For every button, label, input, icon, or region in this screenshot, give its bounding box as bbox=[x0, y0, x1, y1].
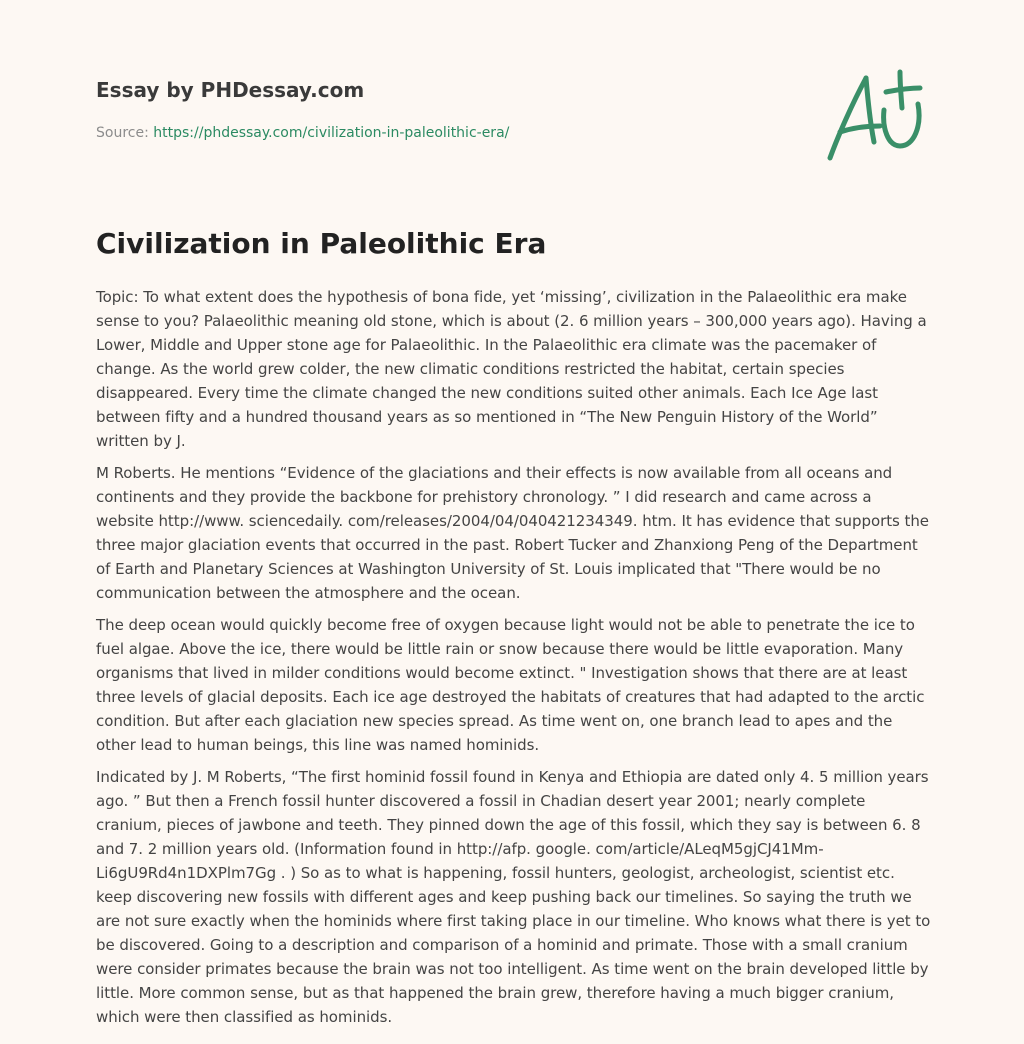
source-link[interactable]: https://phdessay.com/civilization-in-paleolithic-era/ bbox=[153, 125, 510, 141]
source-label: Source: bbox=[96, 125, 149, 141]
essay-body bbox=[96, 285, 934, 1037]
a-plus-logo bbox=[822, 66, 930, 166]
essay-title: Civilization in Paleolithic Era bbox=[96, 227, 547, 260]
source-line bbox=[96, 124, 509, 142]
essay-paragraph: M Roberts. He mentions “Evidence of the glaciations and their effects is now available from all oceans and continents and they provide the backbone for prehistory chronology. ” I did research and came across a website http://www. sciencedaily. com/releases/2004/04/040421234349. htm. It has evidence that supports the three major glaciation events that occurred in the past. Robert Tucker and Zhanxiong Peng of the Department of Earth and Planetary Sciences at Washington University of St. Louis implicated that "There would be no communication between the atmosphere and the ocean. bbox=[96, 464, 929, 602]
essay-paragraph: The deep ocean would quickly become free of oxygen because light would not be able to penetrate the ice to fuel algae. Above the ice, there would be little rain or snow because there would be little evaporation. Many organisms that lived in milder conditions would become extinct. " Investigation shows that there are at least three levels of glacial deposits. Each ice age destroyed the habitats of creatures that had adapted to the arctic condition. But after each glaciation new species spread. As time went on, one branch lead to apes and the other lead to human beings, this line was named hominids. bbox=[96, 616, 925, 754]
site-title: Essay by PHDessay.com bbox=[96, 78, 365, 102]
essay-paragraph: Indicated by J. M Roberts, “The first hominid fossil found in Kenya and Ethiopia are dated only 4. 5 million years ago. ” But then a French fossil hunter discovered a fossil in Chadian desert year 2001; nearly complete cranium, pieces of jawbone and teeth. They pinned down the age of this fossil, which they say is between 6. 8 and 7. 2 million years old. (Information found in http://afp. google. com/article/ALeqM5gjCJ41Mm-Li6gU9Rd4n1DXPlm7Gg . ) So as to what is happening, fossil hunters, geologist, archeologist, scientist etc. keep discovering new fossils with different ages and keep pushing back our timelines. So saying the truth we are not sure exactly when the hominids where first taking place in our timeline. Who knows what there is yet to be discovered. Going to a description and comparison of a hominid and primate. Those with a small cranium were consider primates because the brain was not too intelligent. As time went on the brain developed little by little. More common sense, but as that happened the brain grew, therefore having a much bigger cranium, which were then classified as hominids. bbox=[96, 768, 931, 1026]
essay-paragraph: Topic: To what extent does the hypothesis of bona fide, yet ‘missing’, civilization in the Palaeolithic era make sense to you? Palaeolithic meaning old stone, which is about (2. 6 million years – 300,000 years ago). Having a Lower, Middle and Upper stone age for Palaeolithic. In the Palaeolithic era climate was the pacemaker of change. As the world grew colder, the new climatic conditions restricted the habitat, certain species disappeared. Every time the climate changed the new conditions suited other animals. Each Ice Age last between fifty and a hundred thousand years as so mentioned in “The New Penguin History of the World” written by J. bbox=[96, 288, 927, 450]
